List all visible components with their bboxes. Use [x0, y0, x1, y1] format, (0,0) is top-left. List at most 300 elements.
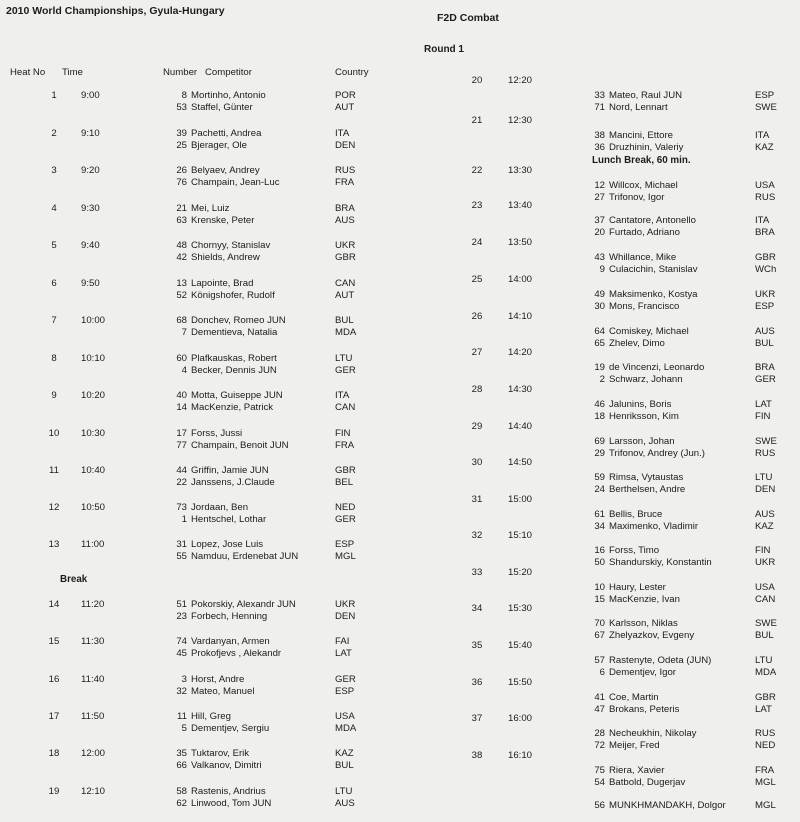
competitor-number: 52 — [176, 290, 187, 301]
competitor-number: 7 — [181, 327, 187, 338]
heat-time: 10:00 — [81, 315, 106, 326]
competitor-number: 63 — [176, 215, 187, 226]
competitor-name: Königshofer, Rudolf — [191, 290, 275, 301]
competitor-name: Namduu, Erdenebat JUN — [191, 551, 299, 562]
competitor-country: FRA — [335, 177, 355, 188]
heat-row — [45, 636, 405, 666]
competitor-number: 55 — [176, 551, 187, 562]
heat-row — [45, 353, 405, 383]
competitor-name: Maximenko, Vladimir — [609, 521, 699, 532]
heat-time: 10:10 — [81, 353, 106, 364]
competitor-name: Dementjev, Igor — [609, 667, 677, 678]
heat-number: 23 — [471, 200, 483, 211]
competitor-number: 8 — [181, 90, 187, 101]
competitor-number: 69 — [594, 436, 605, 447]
competitor-name: Shandurskiy, Konstantin — [609, 557, 712, 568]
competitor-country: GER — [335, 674, 356, 685]
competitor-number: 36 — [594, 142, 605, 153]
competitor-number: 22 — [176, 477, 187, 488]
heat-number: 29 — [471, 421, 483, 432]
heat-time: 11:20 — [81, 599, 105, 610]
competitor-entry — [165, 798, 355, 809]
heat-number: 13 — [48, 539, 60, 550]
competitor-country: FRA — [755, 765, 775, 776]
country-header: Country — [335, 67, 369, 78]
heat-row — [45, 315, 405, 345]
competitor-country: UKR — [335, 240, 356, 251]
competitor-number: 25 — [176, 140, 187, 151]
competitor-entry — [165, 760, 354, 771]
competitor-country: RUS — [755, 728, 776, 739]
heat-number: 26 — [471, 311, 483, 322]
competitor-number: 57 — [594, 655, 605, 666]
heat-row — [45, 711, 405, 741]
competitor-entry — [583, 326, 775, 337]
competitor-country: USA — [755, 582, 775, 593]
competitor-header: Competitor — [205, 67, 252, 78]
competitor-entry — [165, 551, 356, 562]
heat-number: 4 — [51, 203, 57, 214]
competitor-entry — [583, 509, 775, 520]
competitor-country: LTU — [335, 353, 353, 364]
heat-time: 11:40 — [81, 674, 105, 685]
competitor-country: UKR — [755, 557, 776, 568]
competitor-name: Jordaan, Ben — [191, 502, 249, 513]
competitor-name: Rimsa, Vytaustas — [609, 472, 684, 483]
competitor-entry — [165, 611, 356, 622]
competitor-name: Vardanyan, Armen — [191, 636, 270, 647]
heat-time: 9:50 — [81, 278, 100, 289]
competitor-name: Bellis, Bruce — [609, 509, 663, 520]
competitor-number: 71 — [594, 102, 605, 113]
competitor-entry — [583, 362, 775, 373]
competitor-number: 74 — [176, 636, 187, 647]
competitor-name: Champain, Benoit JUN — [191, 440, 289, 451]
heat-row — [45, 428, 405, 458]
competitor-country: BUL — [335, 315, 354, 326]
competitor-name: Mortinho, Antonio — [191, 90, 266, 101]
number-header: Number — [163, 67, 198, 78]
competitor-entry — [583, 667, 777, 678]
competitor-entry — [165, 711, 355, 722]
competitor-name: Brokans, Peteris — [609, 704, 680, 715]
competitor-country: AUS — [335, 798, 355, 809]
competitor-name: Druzhinin, Valeriy — [609, 142, 684, 153]
competitor-entry — [165, 365, 356, 376]
competitor-entry — [165, 315, 354, 326]
competitor-number: 46 — [594, 399, 605, 410]
competitor-country: LAT — [755, 399, 772, 410]
competitor-entry — [165, 674, 356, 685]
competitor-country: UKR — [335, 599, 356, 610]
heat-number: 12 — [48, 502, 60, 513]
competitor-number: 67 — [594, 630, 605, 641]
heat-number: 28 — [471, 384, 483, 395]
competitor-name: Motta, Guiseppe JUN — [191, 390, 283, 401]
competitor-number: 38 — [594, 130, 605, 141]
heat-number: 17 — [48, 711, 60, 722]
competitor-number: 28 — [594, 728, 605, 739]
competitor-name: Mateo, Raul JUN — [609, 90, 683, 101]
heat-number: 7 — [51, 315, 57, 326]
heat-number: 25 — [471, 274, 483, 285]
competitor-number: 23 — [176, 611, 187, 622]
competitor-number: 2 — [599, 374, 605, 385]
competitor-entry — [165, 215, 355, 226]
competitor-country: ESP — [755, 301, 775, 312]
competitor-name: Nord, Lennart — [609, 102, 668, 113]
heat-time: 15:20 — [508, 567, 533, 578]
competitor-country: DEN — [335, 611, 356, 622]
competitor-entry — [583, 411, 771, 422]
competitor-entry — [583, 215, 770, 226]
competitor-number: 62 — [176, 798, 187, 809]
competitor-name: Prokofjevs , Alekandr — [191, 648, 282, 659]
competitor-name: Dementieva, Natalia — [191, 327, 278, 338]
heat-number: 9 — [51, 390, 57, 401]
heat-time: 9:40 — [81, 240, 100, 251]
competitor-entry — [165, 402, 356, 413]
competitor-number: 10 — [594, 582, 605, 593]
competitor-name: MUNKHMANDAKH, Dolgor — [609, 800, 726, 811]
competitor-country: FIN — [755, 545, 771, 556]
heat-number: 11 — [49, 465, 59, 476]
competitor-country: FIN — [755, 411, 771, 422]
heat-number: 22 — [471, 165, 483, 176]
heat-time: 9:20 — [81, 165, 100, 176]
competitor-name: Cantatore, Antonello — [609, 215, 696, 226]
competitor-country: BRA — [755, 362, 775, 373]
competitor-entry — [165, 252, 356, 263]
heat-time: 16:00 — [508, 713, 533, 724]
heat-time: 13:30 — [508, 165, 533, 176]
heat-number: 18 — [48, 748, 60, 759]
competitor-name: Mateo, Manuel — [191, 686, 255, 697]
competitor-entry — [583, 90, 775, 101]
competitor-country: FRA — [335, 440, 355, 451]
competitor-entry — [583, 180, 775, 191]
competitor-number: 72 — [594, 740, 605, 751]
competitor-country: BUL — [755, 338, 774, 349]
competitor-number: 51 — [176, 599, 187, 610]
competitor-name: Rastenyte, Odeta (JUN) — [609, 655, 712, 666]
competitor-entry — [583, 557, 776, 568]
competitor-country: KAZ — [755, 142, 774, 153]
competitor-country: MDA — [335, 327, 357, 338]
competitor-country: ITA — [335, 390, 350, 401]
competitor-country: LAT — [335, 648, 352, 659]
competitor-country: MGL — [335, 551, 356, 562]
heat-row — [45, 278, 405, 308]
competitor-name: Krenske, Peter — [191, 215, 255, 226]
competitor-entry — [583, 740, 776, 751]
competitor-country: BRA — [335, 203, 355, 214]
heat-time: 9:30 — [81, 203, 100, 214]
heat-number: 19 — [48, 786, 60, 797]
competitor-number: 50 — [594, 557, 605, 568]
heat-number: 6 — [51, 278, 57, 289]
competitor-entry — [165, 786, 353, 797]
heat-no-header: Heat No — [10, 67, 46, 78]
heat-row — [45, 599, 405, 629]
competitor-number: 73 — [176, 502, 187, 513]
competitor-name: Plafkauskas, Robert — [191, 353, 277, 364]
competitor-entry — [583, 594, 776, 605]
heat-row — [45, 502, 405, 532]
heat-time: 14:50 — [508, 457, 533, 468]
heat-row — [45, 674, 405, 704]
competitor-name: Hill, Greg — [191, 711, 231, 722]
heat-time: 12:10 — [81, 786, 106, 797]
competitor-name: de Vincenzi, Leonardo — [609, 362, 705, 373]
competitor-name: Valkanov, Dimitri — [191, 760, 262, 771]
competitor-number: 5 — [181, 723, 187, 734]
competitor-country: CAN — [755, 594, 776, 605]
competitor-country: SWE — [755, 102, 777, 113]
competitor-number: 4 — [181, 365, 187, 376]
competitor-country: BEL — [335, 477, 354, 488]
competitor-number: 44 — [176, 465, 187, 476]
competitor-name: Zhelyazkov, Evgeny — [609, 630, 695, 641]
competitor-name: Tuktarov, Erik — [191, 748, 250, 759]
competitor-entry — [165, 636, 350, 647]
competitor-name: Zhelev, Dimo — [609, 338, 665, 349]
competitor-country: MDA — [335, 723, 357, 734]
competitor-entry — [165, 648, 352, 659]
heat-time: 11:30 — [81, 636, 105, 647]
competitor-name: Champain, Jean-Luc — [191, 177, 280, 188]
competitor-number: 17 — [176, 428, 187, 439]
heat-number: 10 — [48, 428, 60, 439]
competitor-entry — [583, 472, 773, 483]
competitor-country: RUS — [335, 165, 356, 176]
competitor-country: DEN — [335, 140, 356, 151]
competitor-name: MacKenzie, Patrick — [191, 402, 274, 413]
heat-time: 11:00 — [81, 539, 105, 550]
competitor-entry — [165, 465, 356, 476]
competitor-name: Berthelsen, Andre — [609, 484, 686, 495]
heat-number: 38 — [471, 750, 483, 761]
competitor-entry — [165, 502, 356, 513]
competitor-country: BUL — [755, 630, 774, 641]
competitor-entry — [165, 327, 357, 338]
competitor-entry — [165, 390, 350, 401]
heat-row — [45, 128, 405, 158]
competitor-number: 20 — [594, 227, 605, 238]
competitor-name: Furtado, Adriano — [609, 227, 680, 238]
heat-number: 30 — [471, 457, 483, 468]
heat-time: 12:00 — [81, 748, 106, 759]
competitor-name: Jalunins, Boris — [609, 399, 672, 410]
competitor-entry — [165, 748, 354, 759]
competitor-entry — [165, 165, 356, 176]
heat-number: 31 — [471, 494, 483, 505]
competitor-number: 27 — [594, 192, 605, 203]
heat-time: 13:40 — [508, 200, 533, 211]
competitor-name: Horst, Andre — [191, 674, 245, 685]
competitor-entry — [583, 728, 776, 739]
competitor-country: GER — [755, 374, 776, 385]
heat-number: 16 — [48, 674, 60, 685]
heat-time: 10:40 — [81, 465, 106, 476]
competitor-entry — [583, 301, 775, 312]
heat-number: 21 — [471, 115, 483, 126]
competitor-country: RUS — [755, 448, 776, 459]
competitor-number: 47 — [594, 704, 605, 715]
competitor-country: FIN — [335, 428, 351, 439]
competitor-number: 26 — [176, 165, 187, 176]
competitor-number: 9 — [599, 264, 605, 275]
heat-row — [45, 240, 405, 270]
heat-row — [45, 203, 405, 233]
competitor-name: Karlsson, Niklas — [609, 618, 678, 629]
competitor-name: Belyaev, Andrey — [191, 165, 260, 176]
competitor-name: Rastenis, Andrius — [191, 786, 266, 797]
competitor-name: Pachetti, Andrea — [191, 128, 262, 139]
competitor-entry — [583, 765, 775, 776]
competitor-number: 40 — [176, 390, 187, 401]
competitor-entry — [583, 521, 774, 532]
competitor-country: MGL — [755, 800, 776, 811]
competitor-number: 48 — [176, 240, 187, 251]
heat-row — [468, 750, 800, 795]
competitor-name: Janssens, J.Claude — [191, 477, 275, 488]
competitor-name: Staffel, Günter — [191, 102, 253, 113]
competitor-country: AUT — [335, 290, 355, 301]
competitor-number: 76 — [176, 177, 187, 188]
competitor-number: 24 — [594, 484, 605, 495]
competitor-name: Mei, Luiz — [191, 203, 230, 214]
competitor-entry — [583, 130, 770, 141]
competitor-name: MacKenzie, Ivan — [609, 594, 680, 605]
heat-time: 9:00 — [81, 90, 100, 101]
competitor-number: 15 — [594, 594, 605, 605]
document-title: 2010 World Championships, Gyula-Hungary — [6, 5, 225, 17]
competitor-entry — [165, 290, 355, 301]
competitor-country: CAN — [335, 278, 356, 289]
competitor-country: LAT — [755, 704, 772, 715]
competitor-country: BRA — [755, 227, 775, 238]
competitor-name: Griffin, Jamie JUN — [191, 465, 269, 476]
competitor-entry — [583, 618, 777, 629]
competitor-country: FAI — [335, 636, 350, 647]
heat-time: 15:40 — [508, 640, 533, 651]
competitor-country: USA — [755, 180, 775, 191]
competitor-entry — [165, 514, 356, 525]
competitor-country: LTU — [335, 786, 353, 797]
competitor-country: MGL — [755, 777, 776, 788]
heat-time: 14:10 — [508, 311, 533, 322]
competitor-number: 43 — [594, 252, 605, 263]
heat-row — [45, 90, 405, 120]
competitor-name: Forss, Timo — [609, 545, 660, 556]
extra-entry — [583, 800, 776, 811]
competitor-country: LTU — [755, 655, 773, 666]
competitor-name: Haury, Lester — [609, 582, 666, 593]
heat-row — [45, 539, 405, 569]
competitor-name: Coe, Martin — [609, 692, 659, 703]
competitor-number: 41 — [594, 692, 605, 703]
competitor-entry — [583, 399, 772, 410]
heat-time: 11:50 — [81, 711, 105, 722]
competitor-entry — [583, 264, 777, 275]
competitor-country: ITA — [335, 128, 350, 139]
competitor-number: 33 — [594, 90, 605, 101]
competitor-number: 21 — [176, 203, 187, 214]
time-header: Time — [62, 67, 83, 78]
heat-time: 15:30 — [508, 603, 533, 614]
competitor-country: RUS — [755, 192, 776, 203]
competitor-country: ESP — [335, 539, 355, 550]
heat-number: 5 — [51, 240, 57, 251]
heat-time: 15:00 — [508, 494, 533, 505]
competitor-number: 75 — [594, 765, 605, 776]
heat-row — [45, 390, 405, 420]
competitor-country: DEN — [755, 484, 776, 495]
competitor-entry — [165, 539, 355, 550]
heat-number: 37 — [471, 713, 483, 724]
competitor-country: WCh — [755, 264, 777, 275]
competitor-country: GER — [335, 365, 356, 376]
heat-number: 14 — [48, 599, 60, 610]
heat-time: 12:30 — [508, 115, 533, 126]
competitor-number: 6 — [599, 667, 605, 678]
competitor-number: 54 — [594, 777, 605, 788]
heat-time: 10:30 — [81, 428, 106, 439]
competitor-country: LTU — [755, 472, 773, 483]
competitor-entry — [583, 142, 774, 153]
competitor-entry — [165, 128, 350, 139]
heat-row — [45, 786, 405, 816]
competitor-name: Lopez, Jose Luis — [191, 539, 263, 550]
competitor-number: 19 — [594, 362, 605, 373]
competitor-name: Shields, Andrew — [191, 252, 260, 263]
heat-number: 24 — [471, 237, 483, 248]
competitor-entry — [165, 203, 355, 214]
competitor-country: MDA — [755, 667, 777, 678]
competitor-entry — [583, 655, 773, 666]
competitor-entry — [165, 102, 355, 113]
competitor-name: Trifonov, Andrey (Jun.) — [609, 448, 705, 459]
heat-row — [45, 465, 405, 495]
competitor-entry — [165, 686, 355, 697]
competitor-country: ESP — [335, 686, 355, 697]
competitor-country: AUS — [755, 326, 775, 337]
competitor-entry — [165, 599, 356, 610]
competitor-entry — [583, 289, 776, 300]
competitor-entry — [165, 477, 354, 488]
competitor-country: AUT — [335, 102, 355, 113]
heat-number: 20 — [471, 75, 483, 86]
competitor-entry — [583, 192, 776, 203]
competitor-country: GBR — [335, 465, 356, 476]
competitor-entry — [583, 227, 775, 238]
heat-time: 10:50 — [81, 502, 106, 513]
competitor-entry — [165, 90, 356, 101]
competitor-entry — [583, 704, 772, 715]
lunch-break-label: Lunch Break, 60 min. — [592, 155, 691, 166]
competitor-name: Bjerager, Ole — [191, 140, 247, 151]
competitor-number: 60 — [176, 353, 187, 364]
competitor-number: 49 — [594, 289, 605, 300]
competitor-number: 77 — [176, 440, 187, 451]
heat-number: 36 — [471, 677, 483, 688]
competitor-name: Willcox, Michael — [609, 180, 678, 191]
competitor-country: UKR — [755, 289, 776, 300]
heat-row — [45, 165, 405, 195]
competitor-name: Forss, Jussi — [191, 428, 243, 439]
heat-time: 15:50 — [508, 677, 533, 688]
